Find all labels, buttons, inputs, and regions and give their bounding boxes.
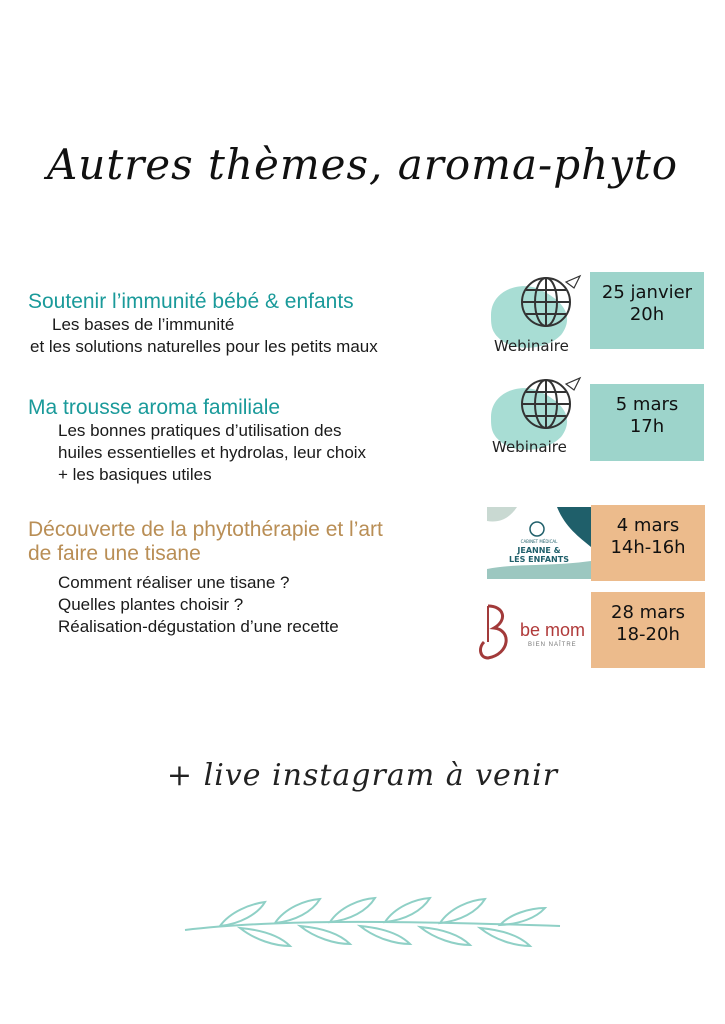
webinaire-badge: Webinaire: [494, 337, 569, 355]
event-title: Ma trousse aroma familiale: [28, 396, 281, 419]
date-box: [590, 384, 704, 461]
date-day: 5 mars: [615, 394, 679, 415]
date-day: 4 mars: [616, 515, 680, 536]
date-time: 17h: [629, 416, 665, 437]
date-time: 20h: [629, 304, 665, 325]
date-day: 28 mars: [611, 602, 685, 623]
event-title: Soutenir l’immunité bébé & enfants: [28, 290, 354, 313]
page-title: Autres thèmes, aroma-phyto: [46, 140, 679, 189]
footer-note: + live instagram à venir: [166, 758, 559, 793]
date-box: [590, 272, 704, 349]
event-line: Comment réaliser une tisane ?: [58, 573, 290, 592]
event-line: Les bases de l’immunité: [52, 315, 235, 334]
venue-name-line: LES ENFANTS: [509, 555, 569, 564]
event-line: Quelles plantes choisir ?: [58, 595, 244, 614]
be-mom-logo: [474, 600, 592, 664]
leaf-branch-icon: [180, 890, 570, 960]
event-line: et les solutions naturelles pour les petits maux: [30, 337, 378, 356]
event-trousse: [28, 396, 366, 486]
event-immunite: [28, 290, 378, 358]
venue-tagline: BIEN NAÎTRE: [528, 642, 577, 648]
date-box: [591, 592, 705, 668]
event-line: huiles essentielles et hydrolas, leur choix: [58, 443, 367, 462]
webinaire-badge: Webinaire: [492, 438, 567, 456]
venue-name-line: JEANNE &: [517, 546, 561, 555]
date-time: 14h-16h: [610, 537, 686, 558]
event-line: Les bonnes pratiques d’utilisation des: [58, 421, 342, 440]
venue-name: be mom: [520, 620, 586, 640]
date-time: 18-20h: [616, 624, 680, 645]
be-mom-mark-icon: [474, 602, 520, 662]
venue-name-line: CABINET MÉDICAL: [520, 539, 558, 544]
event-phytotherapie: [28, 518, 383, 638]
event-line: + les basiques utiles: [58, 465, 212, 484]
event-title-line: Découverte de la phytothérapie et l’art: [28, 518, 383, 541]
jeanne-les-enfants-logo: [487, 507, 591, 579]
date-day: 25 janvier: [601, 282, 693, 303]
event-title-line: de faire une tisane: [28, 542, 201, 565]
date-box: [591, 505, 705, 581]
event-line: Réalisation-dégustation d’une recette: [58, 617, 339, 636]
